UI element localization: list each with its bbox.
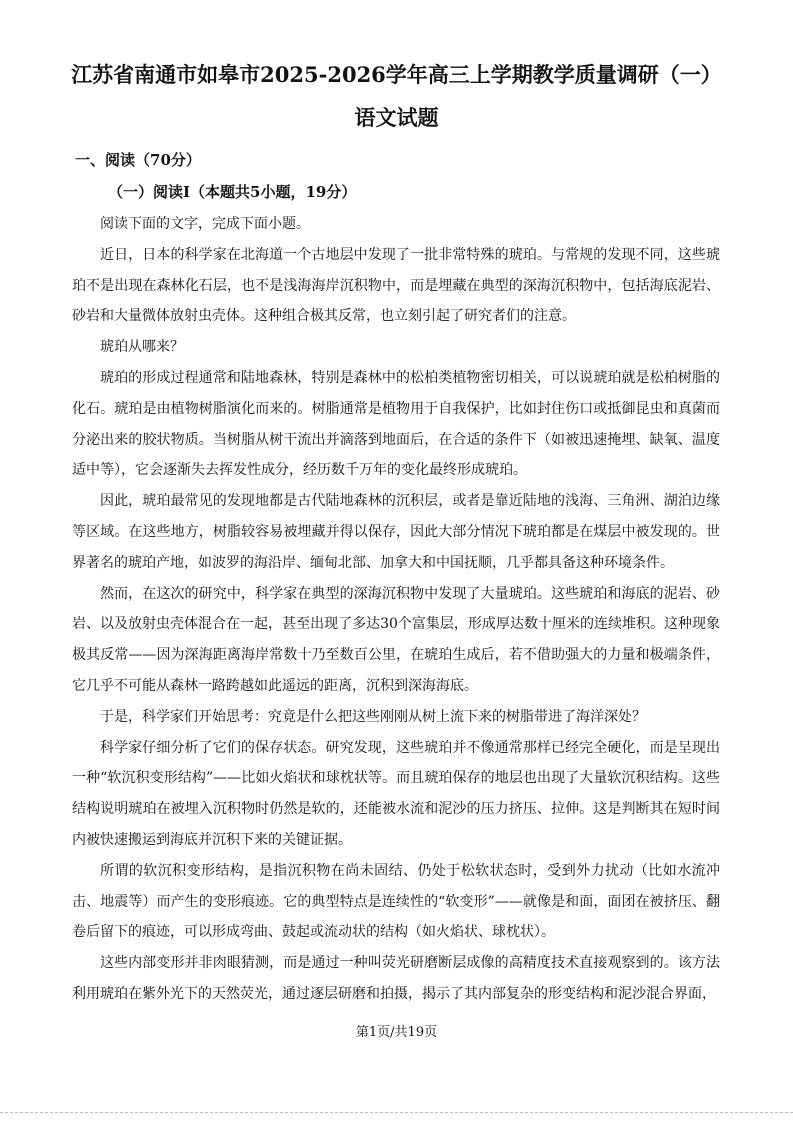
document-title: 江苏省南通市如皋市2025-2026学年高三上学期教学质量调研（一）: [71, 62, 722, 87]
instruction-paragraph: 阅读下面的文字，完成下面小题。: [100, 216, 310, 232]
passage-paragraph: 所谓的软沉积变形结构，是指沉积物在尚未固结、仍处于松软状态时，受到外力扰动（比如水流冲击、地震等）而产生的变形痕迹。它的典型特点是连续性的“软变形”——就像是和面，面团在被挤压、翻卷后留下的痕迹，可以形成弯曲、鼓起或流动状的结构（如火焰状、球枕状）。: [72, 862, 720, 941]
passage-paragraph: 科学家仔细分析了它们的保存状态。研究发现，这些琥珀并不像通常那样已经完全硬化，而是呈现出一种“软沉积变形结构”——比如火焰状和球枕状等。而且琥珀保存的地层也出现了大量软沉积结构。这些结构说明琥珀在被埋入沉积物时仍然是软的，还能被水流和泥沙的压力挤压、拉伸。这是判断其在短时间内被快速搬运到海底并沉积下来的关键证据。: [72, 739, 720, 848]
section-heading: 一、阅读（70分）: [75, 151, 201, 169]
passage-paragraph: 因此，琥珀最常见的发现地都是古代陆地森林的沉积层，或者是靠近陆地的浅海、三角洲、湖泊边缘等区域。在这些地方，树脂较容易被埋藏并得以保存，因此大部分情况下琥珀都是在煤层中被发现的。世界著名的琥珀产地，如波罗的海沿岸、缅甸北部、加拿大和中国抚顺，几乎都具备这种环境条件。: [72, 493, 720, 571]
passage-paragraph: 然而，在这次的研究中，科学家在典型的深海沉积物中发现了大量琥珀。这些琥珀和海底的泥岩、砂岩、以及放射虫壳体混合在一起，甚至出现了多达30个富集层，形成厚达数十厘米的连续堆积。这种现象极其反常——因为深海距离海岸常数十乃至数百公里，在琥珀生成后，若不借助强大的力量和极端条件，它几乎不可能从森林一路跨越如此遥远的距离，沉积到深海海底。: [72, 585, 720, 694]
page-number: 第1页/共19页: [355, 1025, 438, 1040]
passage-paragraph: 琥珀从哪来？: [100, 339, 184, 356]
passage-paragraph: 近日，日本的科学家在北海道一个古地层中发现了一批非常特殊的琥珀。与常规的发现不同，这些琥珀不是出现在森林化石层，也不是浅海海岸沉积物中，而是埋藏在典型的深海沉积物中，包括海底泥岩、砂岩和大量微体放射虫壳体。这种组合极其反常，也立刻引起了研究者们的注意。: [72, 246, 720, 325]
passage-paragraph: 于是，科学家们开始思考：究竟是什么把这些刚刚从树上流下来的树脂带进了海洋深处？: [100, 708, 646, 725]
passage-body: [72, 209, 720, 1010]
subsection-heading: （一）阅读Ⅰ（本题共5小题，19分）: [108, 183, 357, 201]
document-subtitle: 语文试题: [354, 105, 439, 130]
passage-paragraph: 这些内部变形并非肉眼猜测，而是通过一种叫荧光研磨断层成像的高精度技术直接观察到的。该方法利用琥珀在紫外光下的天然荧光，通过逐层研磨和拍摄，揭示了其内部复杂的形变结构和泥沙混合界面，: [72, 955, 720, 1002]
page-bottom-divider: [0, 1112, 793, 1113]
passage-paragraph: 琥珀的形成过程通常和陆地森林，特别是森林中的松柏类植物密切相关，可以说琥珀就是松柏树脂的化石。琥珀是由植物树脂演化而来的。树脂通常是植物用于自我保护，比如封住伤口或抵御昆虫和真菌而分泌出来的胶状物质。当树脂从树干流出并滴落到地面后，在合适的条件下（如被迅速掩埋、缺氧、温度适中等），它会逐渐失去挥发性成分，经历数千万年的变化最终形成琥珀。: [72, 369, 720, 479]
